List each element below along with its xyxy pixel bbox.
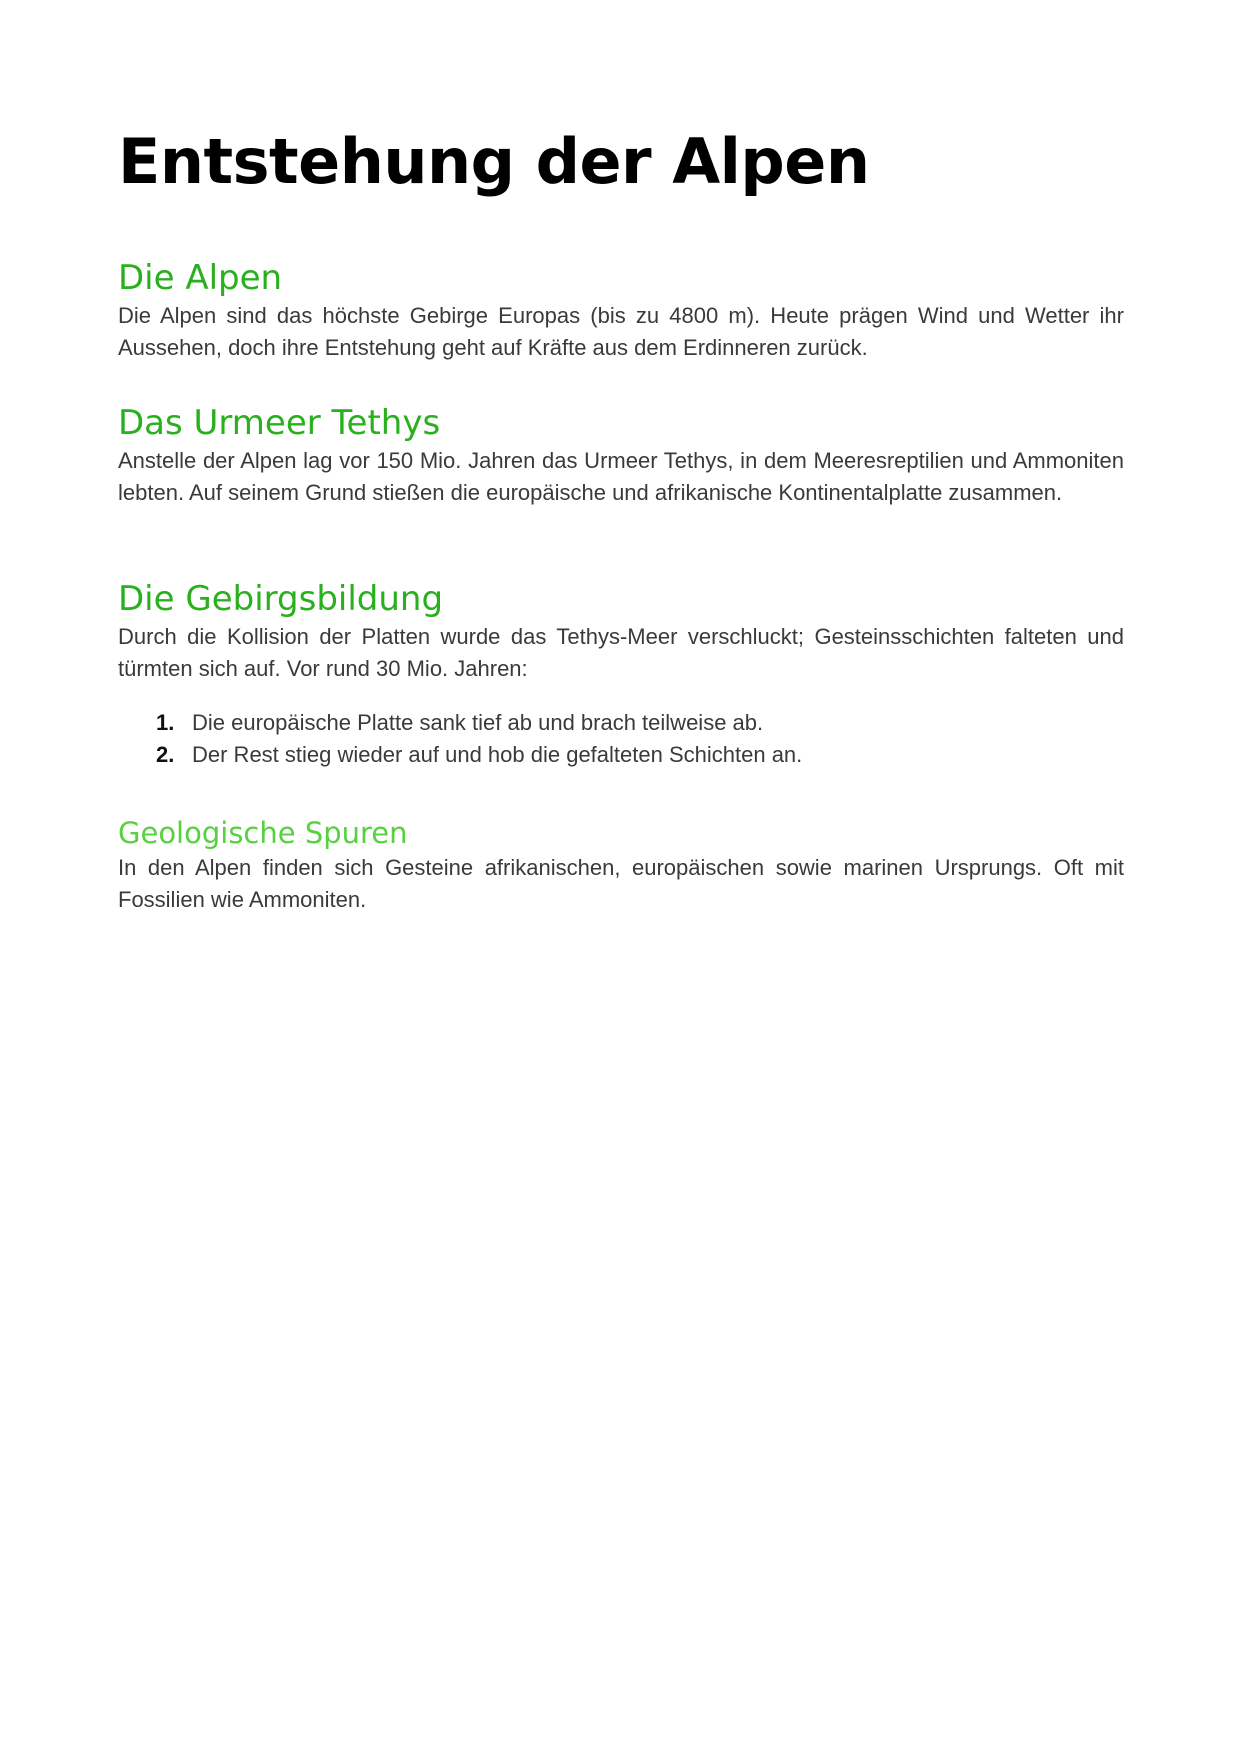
list-item bbox=[118, 739, 1124, 771]
section-paragraph: Die Alpen sind das höchste Gebirge Europas (bis zu 4800 m). Heute prägen Wind und Wetter ihr Aussehen, doch ihre Entstehung geht auf Kräfte aus dem Erdinneren zurück. bbox=[118, 303, 1124, 360]
section-urmeer-tethys bbox=[118, 401, 1124, 509]
numbered-list bbox=[118, 707, 1124, 771]
section-heading: Das Urmeer Tethys bbox=[118, 403, 441, 443]
list-item-text: Der Rest stieg wieder auf und hob die gefalteten Schichten an. bbox=[192, 742, 803, 767]
list-item-number: 2. bbox=[156, 742, 175, 767]
section-gebirgsbildung bbox=[118, 577, 1124, 771]
section-paragraph: Anstelle der Alpen lag vor 150 Mio. Jahren das Urmeer Tethys, in dem Meeresreptilien und Ammoniten lebten. Auf seinem Grund stießen die europäische und afrikanische Kontinentalplatte zusammen. bbox=[118, 448, 1124, 505]
list-item-number: 1. bbox=[156, 710, 175, 735]
section-paragraph: Durch die Kollision der Platten wurde das Tethys-Meer verschluckt; Gesteinsschichten falteten und türmten sich auf. Vor rund 30 Mio. Jahren: bbox=[118, 624, 1124, 681]
section-die-alpen bbox=[118, 256, 1124, 364]
subsection-heading: Geologische Spuren bbox=[118, 816, 408, 850]
section-paragraph: In den Alpen finden sich Gesteine afrikanischen, europäischen sowie marinen Ursprungs. Oft mit Fossilien wie Ammoniten. bbox=[118, 855, 1124, 912]
section-geologische-spuren bbox=[118, 814, 1124, 916]
section-heading: Die Alpen bbox=[118, 258, 283, 298]
section-heading: Die Gebirgsbildung bbox=[118, 579, 444, 619]
page-title: Entstehung der Alpen bbox=[118, 125, 870, 198]
list-item-text: Die europäische Platte sank tief ab und brach teilweise ab. bbox=[192, 710, 764, 735]
list-item bbox=[118, 707, 1124, 739]
